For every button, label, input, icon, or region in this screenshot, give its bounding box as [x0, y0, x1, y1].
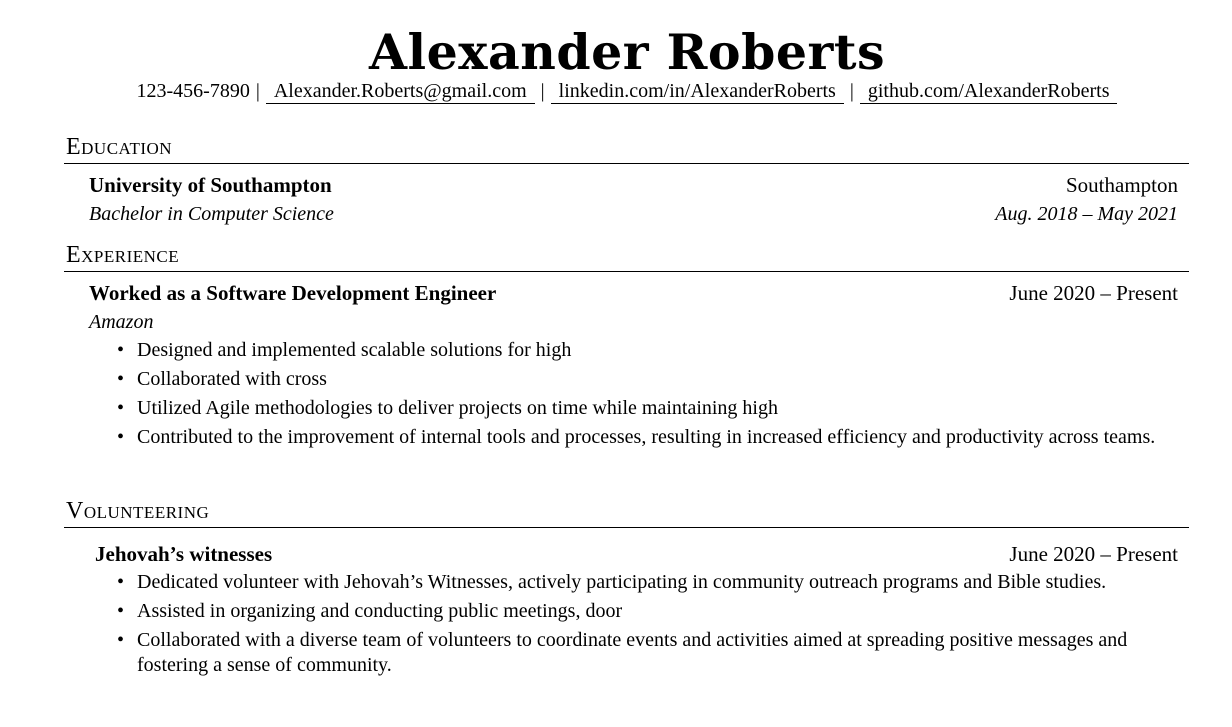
education-dates: Aug. 2018 – May 2021 — [995, 203, 1178, 225]
list-item: • Designed and implemented scalable solutions for high — [137, 338, 1177, 363]
github-link[interactable]: github.com/AlexanderRoberts — [860, 80, 1118, 104]
candidate-name: Alexander Roberts — [368, 23, 886, 81]
institution-location: Southampton — [1065, 173, 1178, 197]
education-entry — [89, 172, 1178, 198]
email-link[interactable]: Alexander.Roberts@gmail.com — [266, 80, 535, 104]
volunteering-heading: Volunteering — [66, 498, 210, 524]
volunteering-divider — [64, 527, 1189, 528]
education-heading: Education — [66, 134, 173, 160]
linkedin-link[interactable]: linkedin.com/in/AlexanderRoberts — [551, 80, 844, 104]
contact-separator: | — [255, 80, 260, 102]
education-divider — [64, 163, 1189, 164]
degree-name: Bachelor in Computer Science — [89, 203, 334, 225]
company-name: Amazon — [89, 311, 154, 333]
experience-divider — [64, 271, 1189, 272]
contact-separator: | — [849, 80, 854, 102]
phone-number: 123-456-7890 — [136, 80, 250, 102]
experience-entry — [89, 280, 1178, 306]
experience-company-row — [89, 309, 1178, 335]
institution-name: University of Southampton — [89, 173, 332, 197]
volunteering-bullets — [137, 570, 1177, 682]
experience-heading: Experience — [66, 242, 180, 268]
list-item: • Utilized Agile methodologies to deliver projects on time while maintaining high — [137, 396, 1177, 421]
job-role: Worked as a Software Development Engineer — [89, 281, 497, 305]
list-item: • Collaborated with cross — [137, 367, 1177, 392]
list-item: • Assisted in organizing and conducting public meetings, door — [137, 599, 1177, 624]
contact-separator: | — [540, 80, 545, 102]
experience-bullets — [137, 338, 1177, 454]
list-item: • Contributed to the improvement of internal tools and processes, resulting in increased efficiency and productivity across teams. — [137, 425, 1177, 450]
education-details — [89, 201, 1178, 227]
volunteering-dates: June 2020 – Present — [1009, 542, 1178, 566]
job-dates: June 2020 – Present — [1009, 281, 1178, 305]
contact-line — [0, 79, 1232, 104]
list-item: • Collaborated with a diverse team of volunteers to coordinate events and activities aimed at spreading positive messages and fostering a sense of community. — [137, 628, 1177, 678]
list-item: • Dedicated volunteer with Jehovah’s Witnesses, actively participating in community outreach programs and Bible studies. — [137, 570, 1177, 595]
organization-name: Jehovah’s witnesses — [95, 542, 273, 566]
volunteering-entry — [95, 541, 1178, 567]
